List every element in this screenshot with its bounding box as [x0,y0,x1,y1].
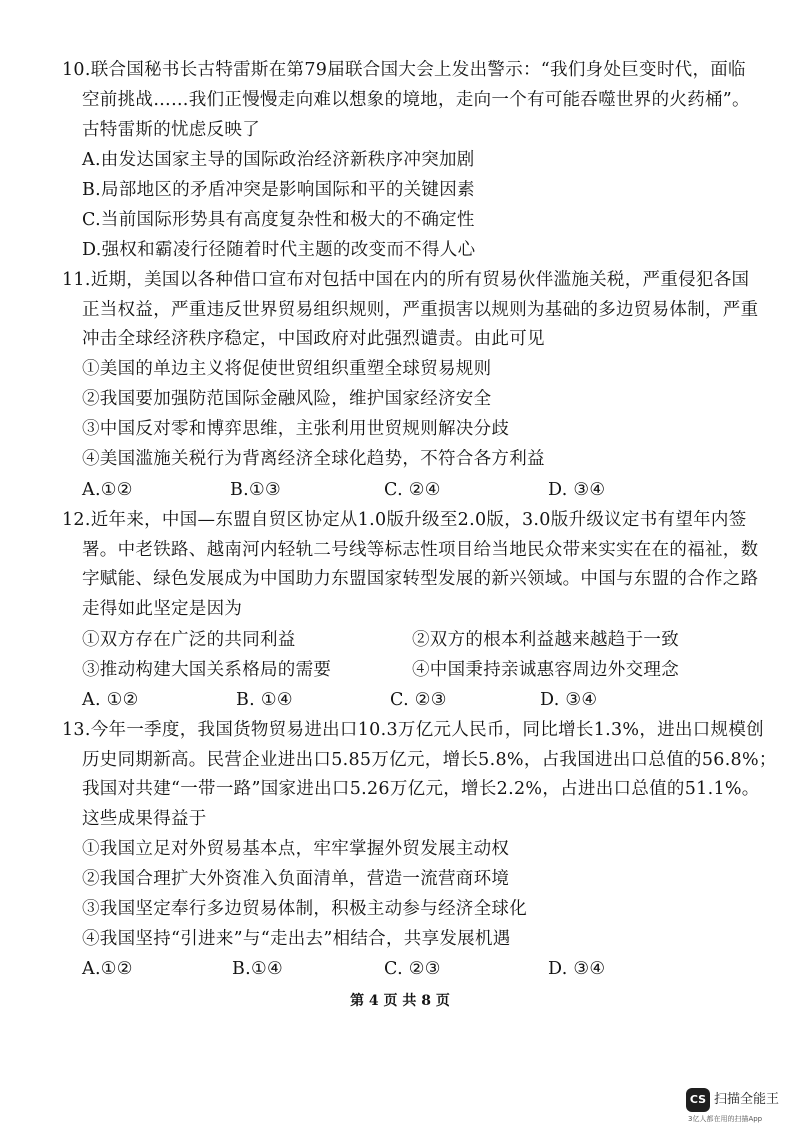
choice-b: B.①④ [232,959,283,979]
choice-a: A.①② [82,480,133,500]
choice-b: B. ①④ [236,690,293,710]
question-stem-line: 空前挑战……我们正慢慢走向难以想象的境地，走向一个有可能吞噬世界的火药桶”。 [82,90,750,110]
statement-item: ①美国的单边主义将促使世贸组织重塑全球贸易规则 [82,359,492,379]
choice-d: D. ③④ [548,959,606,979]
question-stem-line: 12.近年来，中国—东盟自贸区协定从1.0版升级至2.0版，3.0版升级议定书有望年内签 [62,510,747,530]
statement-item: ①我国立足对外贸易基本点，牢牢掌握外贸发展主动权 [82,839,510,859]
camscanner-logo-icon: CS [686,1088,710,1112]
question-stem-line: 走得如此坚定是因为 [82,599,243,619]
page-number: 第 4 页 共 8 页 [350,993,450,1009]
statement-item: ②我国要加强防范国际金融风险，维护国家经济安全 [82,389,492,409]
watermark-tagline: 3亿人都在用的扫描App [688,1115,763,1123]
question-stem-line: 署。中老铁路、越南河内轻轨二号线等标志性项目给当地民众带来实实在在的福祉，数 [82,540,759,560]
question-stem-line: 10.联合国秘书长古特雷斯在第79届联合国大会上发出警示：“我们身处巨变时代，面临 [62,60,746,80]
statement-item: ①双方存在广泛的共同利益 [82,630,296,650]
statement-item: ④我国坚持“引进来”与“走出去”相结合，共享发展机遇 [82,929,511,949]
answer-option: C.当前国际形势具有高度复杂性和极大的不确定性 [82,210,475,230]
question-stem-line: 我国对共建“一带一路”国家进出口5.26万亿元，增长2.2%，占进出口总值的51.1%。 [82,779,760,799]
question-stem-line: 13.今年一季度，我国货物贸易进出口10.3万亿元人民币，同比增长1.3%，进出口规模创 [62,720,764,740]
question-stem-line: 这些成果得益于 [82,809,207,829]
choice-c: C. ②③ [384,959,441,979]
question-stem-line: 11.近期，美国以各种借口宣布对包括中国在内的所有贸易伙伴滥施关税，严重侵犯各国 [62,270,750,290]
statement-item: ②我国合理扩大外资准入负面清单，营造一流营商环境 [82,869,510,889]
answer-option: A.由发达国家主导的国际政治经济新秩序冲突加剧 [82,150,475,170]
choice-a: A.①② [82,959,133,979]
statement-item: ③中国反对零和博弈思维，主张利用世贸规则解决分歧 [82,419,510,439]
choice-a: A. ①② [82,690,139,710]
scanner-watermark [686,1086,796,1126]
question-stem-line: 历史同期新高。民营企业进出口5.85万亿元，增长5.8%，占我国进出口总值的56.8%； [82,750,777,770]
choice-d: D. ③④ [540,690,598,710]
watermark-app-name: 扫描全能王 [714,1092,780,1107]
statement-item: ③我国坚定奉行多边贸易体制，积极主动参与经济全球化 [82,899,527,919]
choice-b: B.①③ [230,480,281,500]
choice-c: C. ②③ [390,690,447,710]
choice-c: C. ②④ [384,480,441,500]
question-stem-line: 冲击全球经济秩序稳定，中国政府对此强烈谴责。由此可见 [82,329,545,349]
statement-item: ④中国秉持亲诚惠容周边外交理念 [412,660,679,680]
statement-item: ②双方的根本利益越来越趋于一致 [412,630,679,650]
question-stem-line: 字赋能、绿色发展成为中国助力东盟国家转型发展的新兴领域。中国与东盟的合作之路 [82,569,759,589]
question-stem-line: 正当权益，严重违反世界贸易组织规则，严重损害以规则为基础的多边贸易体制，严重 [82,300,759,320]
statement-item: ③推动构建大国关系格局的需要 [82,660,332,680]
answer-option: D.强权和霸凌行径随着时代主题的改变而不得人心 [82,240,476,260]
choice-d: D. ③④ [548,480,606,500]
question-stem-line: 古特雷斯的忧虑反映了 [82,120,260,140]
answer-option: B.局部地区的矛盾冲突是影响国际和平的关键因素 [82,180,475,200]
statement-item: ④美国滥施关税行为背离经济全球化趋势，不符合各方利益 [82,449,545,469]
